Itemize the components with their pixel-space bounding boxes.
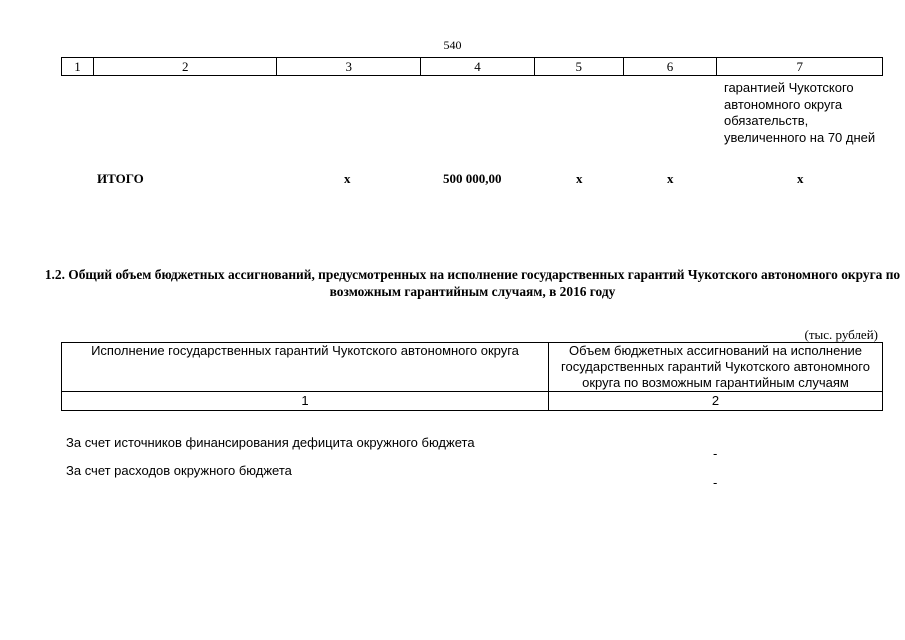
total-col3: x <box>344 171 351 186</box>
col-number-3: 3 <box>277 58 421 75</box>
continuation-table-header <box>61 57 883 76</box>
guarantee-table <box>61 342 883 411</box>
row-value-deficit-sources: - <box>713 446 718 461</box>
row-label-budget-expenses: За счет расходов окружного бюджета <box>66 463 292 478</box>
section-title: 1.2. Общий объем бюджетных ассигнований, предусмотренных на исполнение государственных гарантий Чукотского автономного округа по возможным гарантийным случаям, в 2016 году <box>44 267 901 299</box>
header-number-1: 1 <box>62 392 549 411</box>
table-number-row <box>62 392 883 411</box>
col-number-4: 4 <box>421 58 535 75</box>
header-volume: Объем бюджетных ассигнований на исполнение государственных гарантий Чукотского автономного округа по возможным гарантийным случаям <box>549 343 883 392</box>
table-header-row <box>62 343 883 392</box>
row-value-budget-expenses: - <box>713 475 718 490</box>
col-number-1: 1 <box>62 58 94 75</box>
total-col7: x <box>797 171 804 186</box>
total-col5: x <box>576 171 583 186</box>
units-label: (тыс. рублей) <box>804 327 878 342</box>
total-label: ИТОГО <box>97 171 144 186</box>
page-number: 540 <box>443 38 462 52</box>
total-col6: x <box>667 171 674 186</box>
total-amount: 500 000,00 <box>443 171 502 186</box>
col-number-2: 2 <box>94 58 278 75</box>
header-execution: Исполнение государственных гарантий Чукотского автономного округа <box>62 343 549 392</box>
header-number-2: 2 <box>549 392 883 411</box>
col-number-7: 7 <box>796 59 803 74</box>
row-label-deficit-sources: За счет источников финансирования дефицита окружного бюджета <box>66 435 475 450</box>
col-number-6: 6 <box>624 58 718 75</box>
col-number-5: 5 <box>535 58 624 75</box>
col7-continued-text: гарантией Чукотского автономного округа обязательств, увеличенного на 70 дней <box>724 80 876 145</box>
